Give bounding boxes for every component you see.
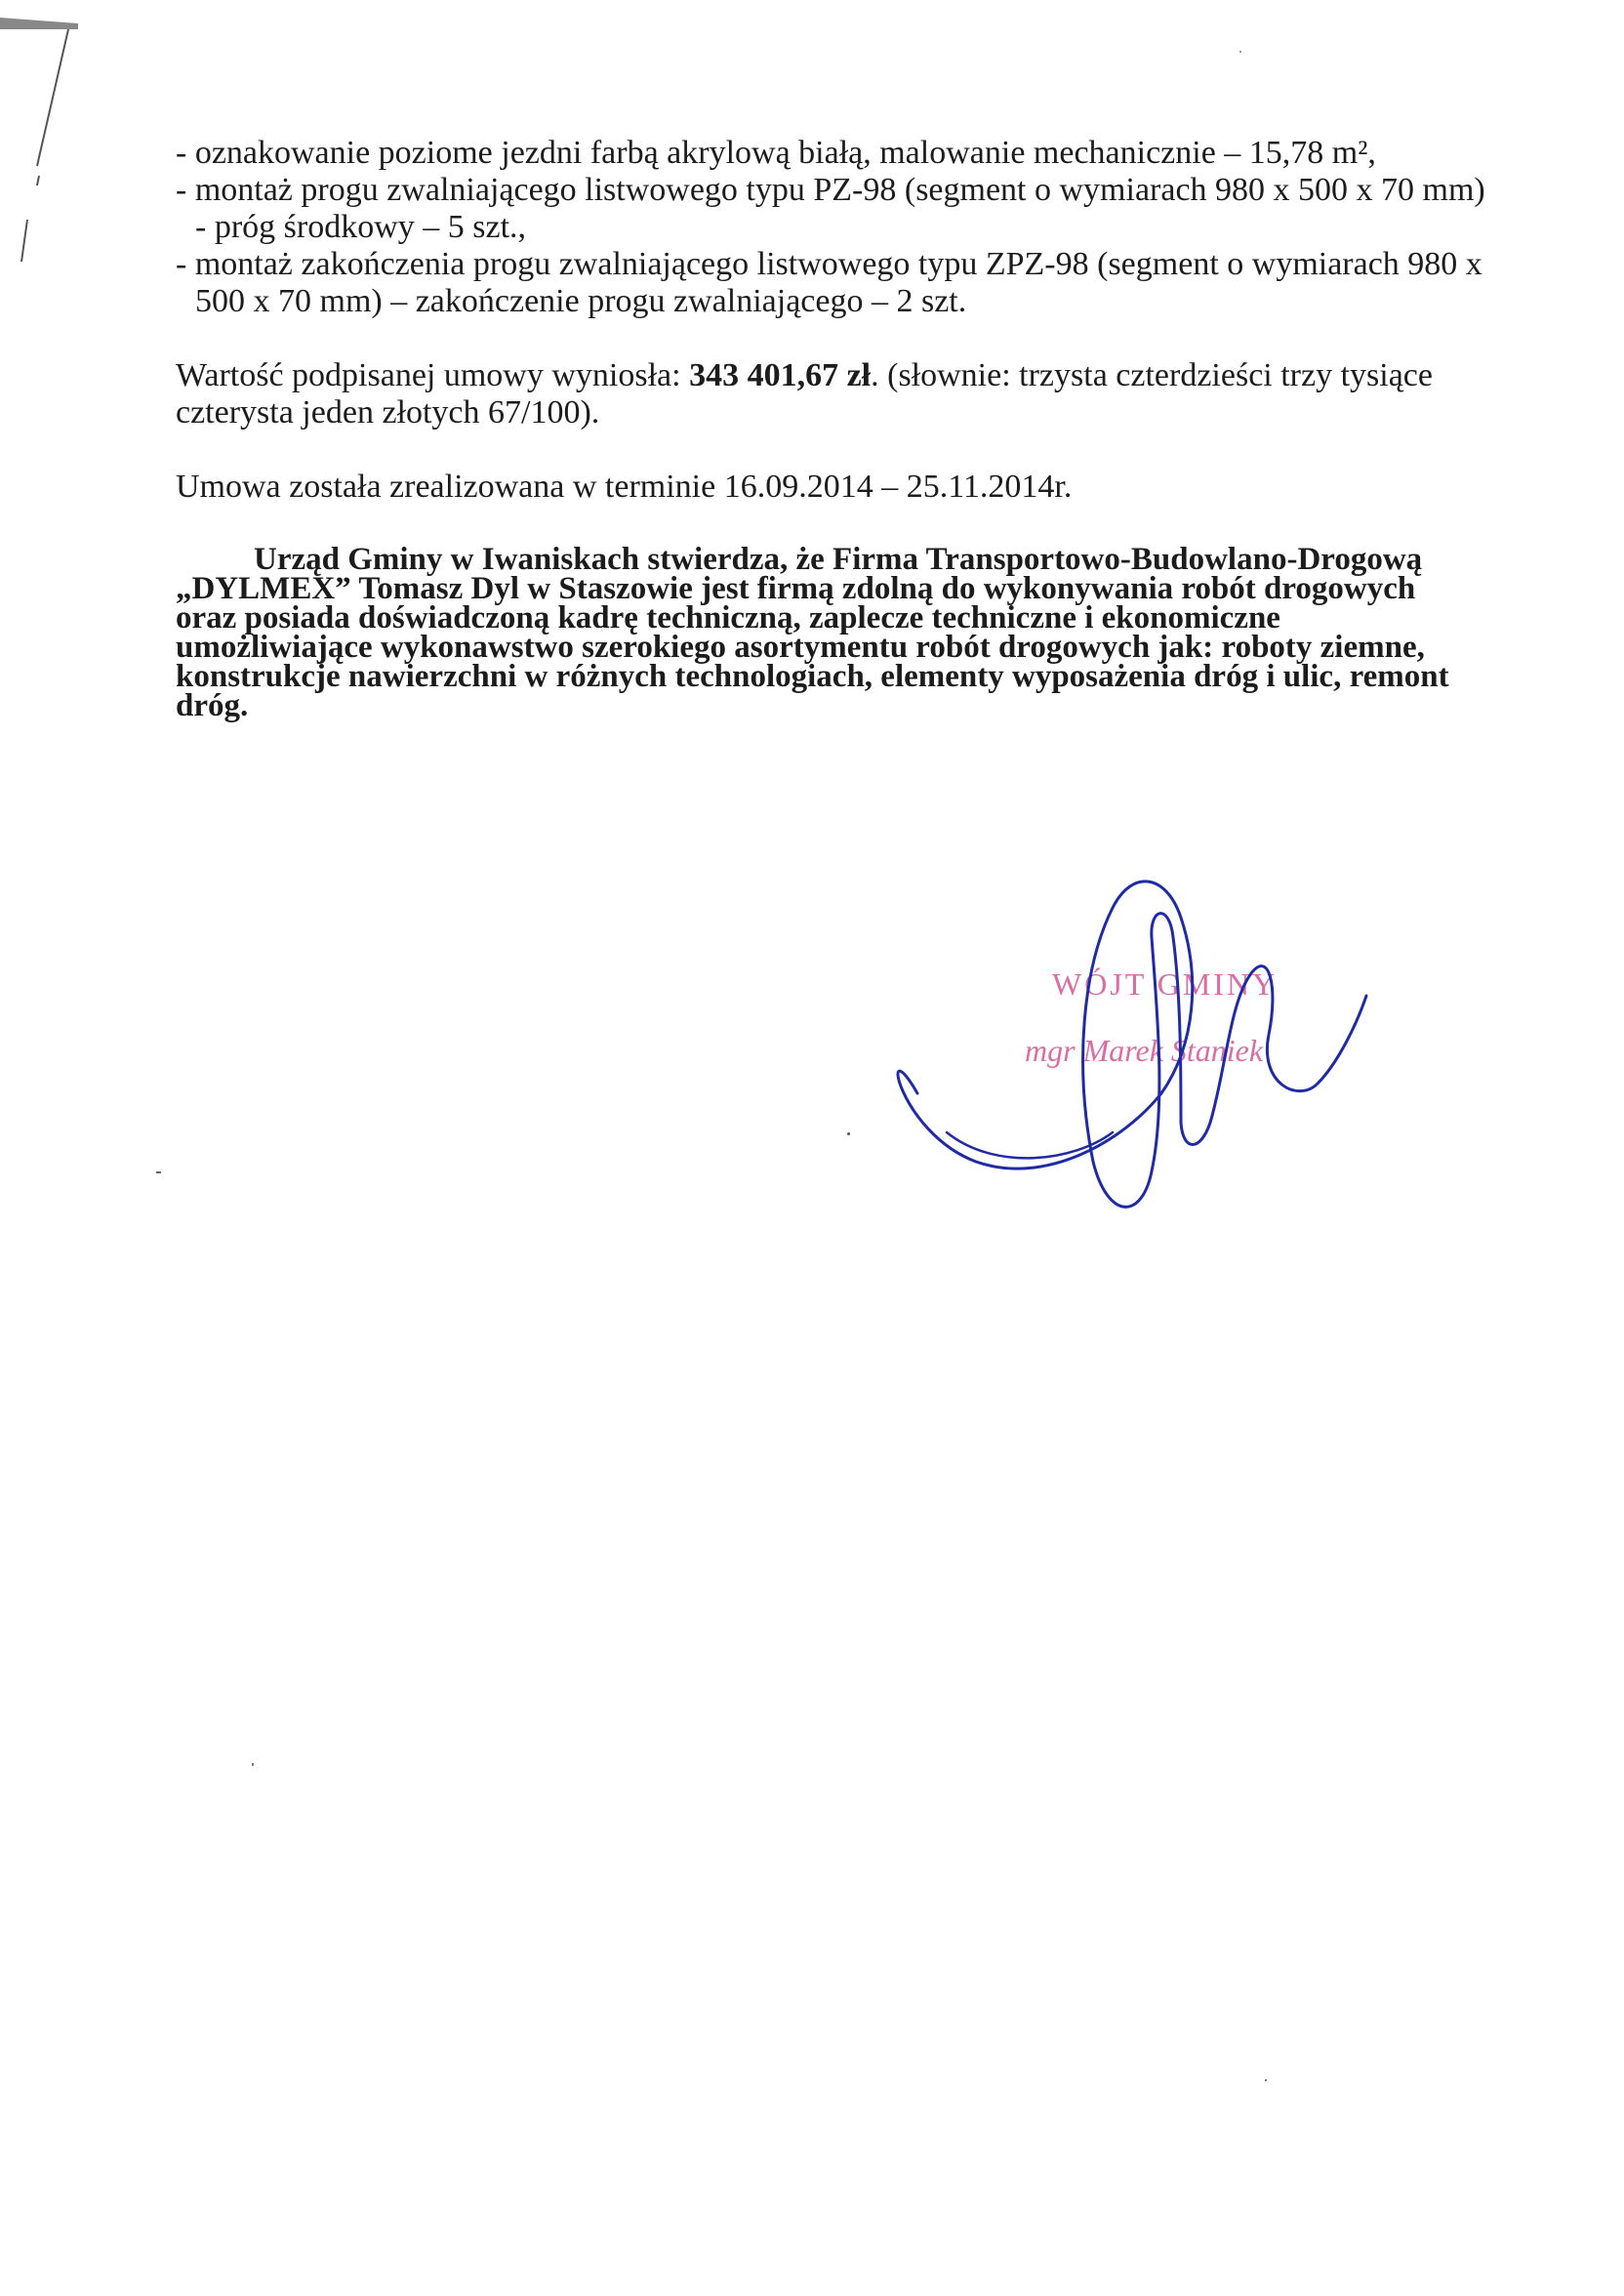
scan-artifact-left (0, 0, 98, 293)
list-item-line: - montaż zakończenia progu zwalniającego listwowego typu ZPZ-98 (segment o wymiarach 980 x (176, 246, 1482, 282)
statement-line: umożliwiające wykonawstwo szerokiego asortymentu robót drogowych jak: roboty ziemne, (176, 630, 1425, 665)
contract-value-suffix: . (słownie: trzysta czterdzieści trzy tysiące (871, 357, 1433, 393)
statement-paragraph (176, 542, 1474, 723)
list-item-line: - montaż progu zwalniającego listwowego typu PZ-98 (segment o wymiarach 980 x 500 x 70 mm) (176, 172, 1485, 208)
contract-value-amount: 343 401,67 zł (689, 357, 872, 393)
work-list-block (176, 135, 1485, 506)
statement-line: Urząd Gminy w Iwaniskach stwierdza, że Firma Transportowo-Budowlano-Drogową (254, 542, 1423, 577)
statement-line: konstrukcje nawierzchni w różnych technologiach, elementy wyposażenia dróg i ulic, remont (176, 659, 1449, 694)
scan-speck (252, 1763, 254, 1766)
contract-value-prefix: Wartość podpisanej umowy wyniosła: (176, 357, 690, 393)
scan-speck (1239, 51, 1241, 53)
stamp-title: WÓJT GMINY (1052, 966, 1279, 1002)
statement-line: „DYLMEX” Tomasz Dyl w Staszowie jest firmą zdolną do wykonywania robót drogowych (176, 571, 1416, 606)
scan-speck (1265, 2079, 1267, 2081)
list-item-line: 500 x 70 mm) – zakończenie progu zwalniającego – 2 szt. (195, 283, 967, 319)
contract-term: Umowa została zrealizowana w terminie 16.09.2014 – 25.11.2014r. (176, 469, 1073, 505)
stamp-name: mgr Marek Staniek (1025, 1033, 1264, 1068)
scan-artifact-top (0, 0, 117, 59)
list-item-line: - oznakowanie poziome jezdni farbą akrylową białą, malowanie mechanicznie – 15,78 m², (176, 135, 1376, 171)
scan-speck (156, 1171, 161, 1173)
statement-line: oraz posiada doświadczoną kadrę techniczną, zaplecze techniczne i ekonomiczne (176, 600, 1280, 636)
contract-value-paragraph (176, 357, 1474, 431)
handwritten-signature (859, 849, 1405, 1259)
list-item-line: - próg środkowy – 5 szt., (195, 209, 527, 245)
contract-value-words: czterysta jeden złotych 67/100). (176, 394, 600, 430)
statement-line: dróg. (176, 688, 249, 723)
contract-value-line (176, 357, 1474, 394)
scan-speck (847, 1132, 850, 1135)
